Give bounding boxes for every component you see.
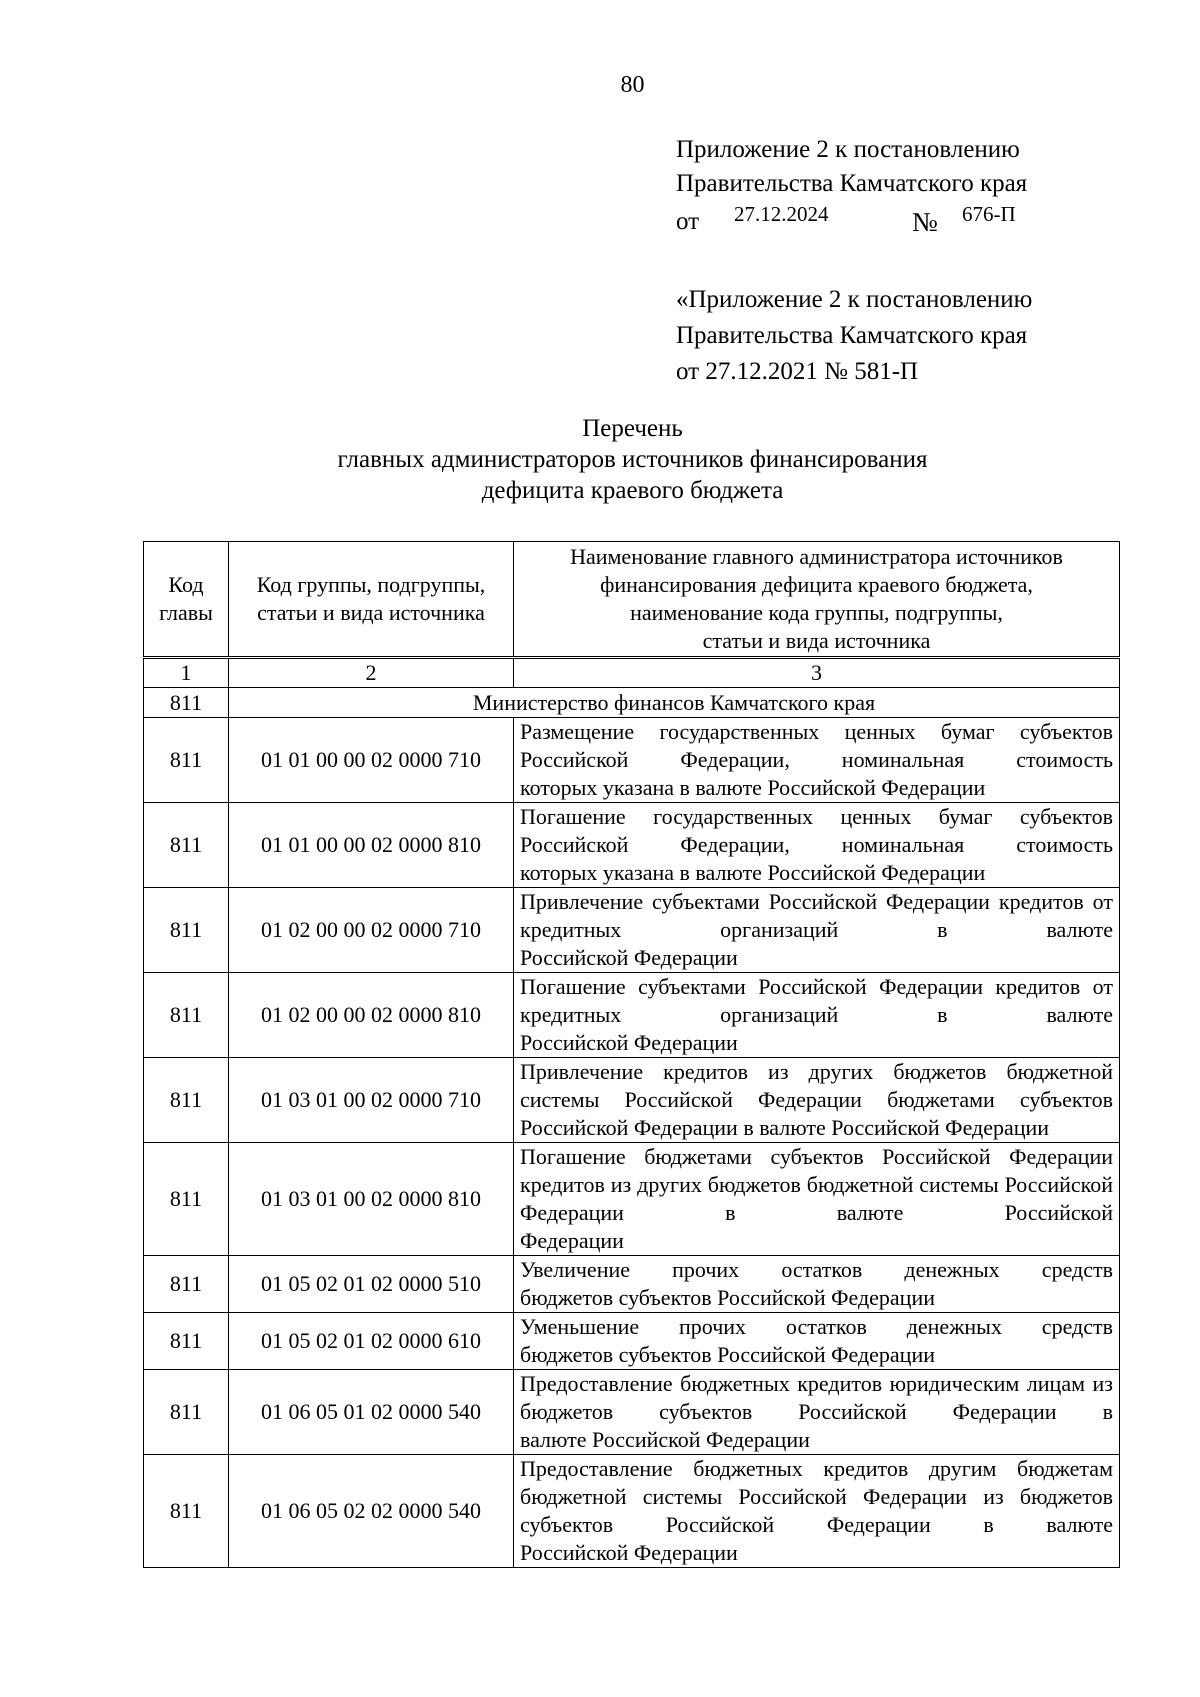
description-text: Уменьшение прочих остатков денежных средств bbox=[520, 1314, 1113, 1339]
appendix-new-date-line bbox=[676, 201, 1027, 235]
column-number: 1 bbox=[144, 658, 229, 688]
head-code-cell: 811 bbox=[144, 973, 229, 1058]
description-last-line: которых указана в валюте Российской Федерации bbox=[520, 775, 986, 800]
source-code-cell: 01 05 02 01 02 0000 610 bbox=[229, 1313, 514, 1370]
description-last-line: Российской Федерации bbox=[520, 1540, 738, 1565]
head-code-cell: 811 bbox=[144, 718, 229, 803]
table-row bbox=[144, 1313, 1120, 1370]
source-code-cell: 01 03 01 00 02 0000 710 bbox=[229, 1058, 514, 1143]
head-code-cell: 811 bbox=[144, 1058, 229, 1143]
header-col1-line2: главы bbox=[159, 600, 213, 625]
resolution-number: 676-П bbox=[962, 202, 1016, 226]
source-description-cell bbox=[514, 1058, 1120, 1143]
sources-table bbox=[143, 541, 1120, 1568]
source-description-cell bbox=[514, 888, 1120, 973]
table-row bbox=[144, 1143, 1120, 1256]
appendix-old-line1: «Приложение 2 к постановлению bbox=[676, 286, 1033, 313]
source-description-cell bbox=[514, 1143, 1120, 1256]
header-col3-line3: наименование кода группы, подгруппы, bbox=[630, 600, 1003, 625]
source-description-cell bbox=[514, 718, 1120, 803]
description-last-line: Российской Федерации bbox=[520, 945, 738, 970]
appendix-header-new bbox=[676, 133, 1027, 235]
appendix-new-line1: Приложение 2 к постановлению bbox=[676, 136, 1020, 163]
description-text: Погашение бюджетами субъектов Российской Федерации кредитов из других бюджетов бюджетной системы Российской Федерации в валюте Российской bbox=[520, 1144, 1113, 1225]
source-code-cell: 01 02 00 00 02 0000 810 bbox=[229, 973, 514, 1058]
appendix-header-old bbox=[676, 282, 1032, 390]
description-text: Привлечение кредитов из других бюджетов бюджетной системы Российской Федерации бюджетами субъектов bbox=[520, 1059, 1113, 1112]
table-row bbox=[144, 803, 1120, 888]
head-code-cell: 811 bbox=[144, 1370, 229, 1455]
number-sign: № bbox=[912, 207, 938, 237]
source-description-cell bbox=[514, 1455, 1120, 1568]
ministry-name: Министерство финансов Камчатского края bbox=[229, 688, 1120, 718]
table-row bbox=[144, 888, 1120, 973]
description-last-line: Федерации bbox=[520, 1228, 624, 1253]
header-col2-line1: Код группы, подгруппы, bbox=[256, 572, 486, 597]
description-last-line: валюте Российской Федерации bbox=[520, 1427, 810, 1452]
description-text: Погашение государственных ценных бумаг субъектов Российской Федерации, номинальная стоимость bbox=[520, 804, 1113, 857]
source-code-cell: 01 01 00 00 02 0000 810 bbox=[229, 803, 514, 888]
source-code-cell: 01 06 05 01 02 0000 540 bbox=[229, 1370, 514, 1455]
description-text: Предоставление бюджетных кредитов другим бюджетам бюджетной системы Российской Федерации из бюджетов субъектов Российской Федерации в валюте bbox=[520, 1456, 1113, 1537]
description-text: Привлечение субъектами Российской Федерации кредитов от кредитных организаций в валюте bbox=[520, 889, 1113, 942]
column-number: 3 bbox=[514, 658, 1120, 688]
source-description-cell bbox=[514, 1256, 1120, 1313]
ministry-row bbox=[144, 688, 1120, 718]
appendix-new-line2: Правительства Камчатского края bbox=[676, 170, 1028, 197]
title-line1: Перечень bbox=[582, 415, 683, 442]
from-label: от bbox=[676, 208, 700, 235]
page-number: 80 bbox=[620, 72, 645, 98]
description-last-line: Российской Федерации bbox=[520, 1030, 738, 1055]
title-line3: дефицита краевого бюджета bbox=[481, 477, 784, 504]
head-code-cell: 811 bbox=[144, 888, 229, 973]
description-text: Размещение государственных ценных бумаг субъектов Российской Федерации, номинальная стоимость bbox=[520, 719, 1113, 772]
source-description-cell bbox=[514, 973, 1120, 1058]
source-description-cell bbox=[514, 1313, 1120, 1370]
header-col3-line2: финансирования дефицита краевого бюджета, bbox=[600, 572, 1033, 597]
header-col3-line1: Наименование главного администратора источников bbox=[570, 544, 1063, 569]
title-line2: главных администраторов источников финансирования bbox=[337, 446, 928, 473]
header-col1-line1: Код bbox=[168, 572, 204, 597]
description-last-line: бюджетов субъектов Российской Федерации bbox=[520, 1342, 935, 1367]
table-header-row bbox=[144, 542, 1120, 658]
table-row bbox=[144, 973, 1120, 1058]
appendix-old-line3: от 27.12.2021 № 581-П bbox=[676, 358, 919, 385]
source-description-cell bbox=[514, 803, 1120, 888]
header-source-name bbox=[514, 542, 1120, 658]
ministry-code: 811 bbox=[144, 688, 229, 718]
source-code-cell: 01 01 00 00 02 0000 710 bbox=[229, 718, 514, 803]
source-code-cell: 01 06 05 02 02 0000 540 bbox=[229, 1455, 514, 1568]
description-last-line: бюджетов субъектов Российской Федерации bbox=[520, 1285, 935, 1310]
document-title bbox=[0, 413, 1200, 506]
column-number-row bbox=[144, 658, 1120, 688]
table-row bbox=[144, 1370, 1120, 1455]
description-last-line: Российской Федерации в валюте Российской Федерации bbox=[520, 1115, 1050, 1140]
table-row bbox=[144, 1256, 1120, 1313]
head-code-cell: 811 bbox=[144, 1256, 229, 1313]
head-code-cell: 811 bbox=[144, 803, 229, 888]
header-col3-line4: статьи и вида источника bbox=[702, 628, 931, 653]
head-code-cell: 811 bbox=[144, 1143, 229, 1256]
appendix-old-line2: Правительства Камчатского края bbox=[676, 322, 1028, 349]
header-col2-line2: статьи и вида источника bbox=[257, 600, 485, 625]
column-number: 2 bbox=[229, 658, 514, 688]
source-code-cell: 01 02 00 00 02 0000 710 bbox=[229, 888, 514, 973]
header-source-code bbox=[229, 542, 514, 658]
head-code-cell: 811 bbox=[144, 1313, 229, 1370]
source-description-cell bbox=[514, 1370, 1120, 1455]
table-row bbox=[144, 1455, 1120, 1568]
description-text: Предоставление бюджетных кредитов юридическим лицам из бюджетов субъектов Российской Федерации в bbox=[520, 1371, 1113, 1424]
description-text: Погашение субъектами Российской Федерации кредитов от кредитных организаций в валюте bbox=[520, 974, 1113, 1027]
head-code-cell: 811 bbox=[144, 1455, 229, 1568]
source-code-cell: 01 05 02 01 02 0000 510 bbox=[229, 1256, 514, 1313]
table-row bbox=[144, 718, 1120, 803]
header-head-code bbox=[144, 542, 229, 658]
description-last-line: которых указана в валюте Российской Федерации bbox=[520, 860, 986, 885]
source-code-cell: 01 03 01 00 02 0000 810 bbox=[229, 1143, 514, 1256]
table-row bbox=[144, 1058, 1120, 1143]
description-text: Увеличение прочих остатков денежных средств bbox=[520, 1257, 1113, 1282]
resolution-date: 27.12.2024 bbox=[734, 202, 829, 226]
